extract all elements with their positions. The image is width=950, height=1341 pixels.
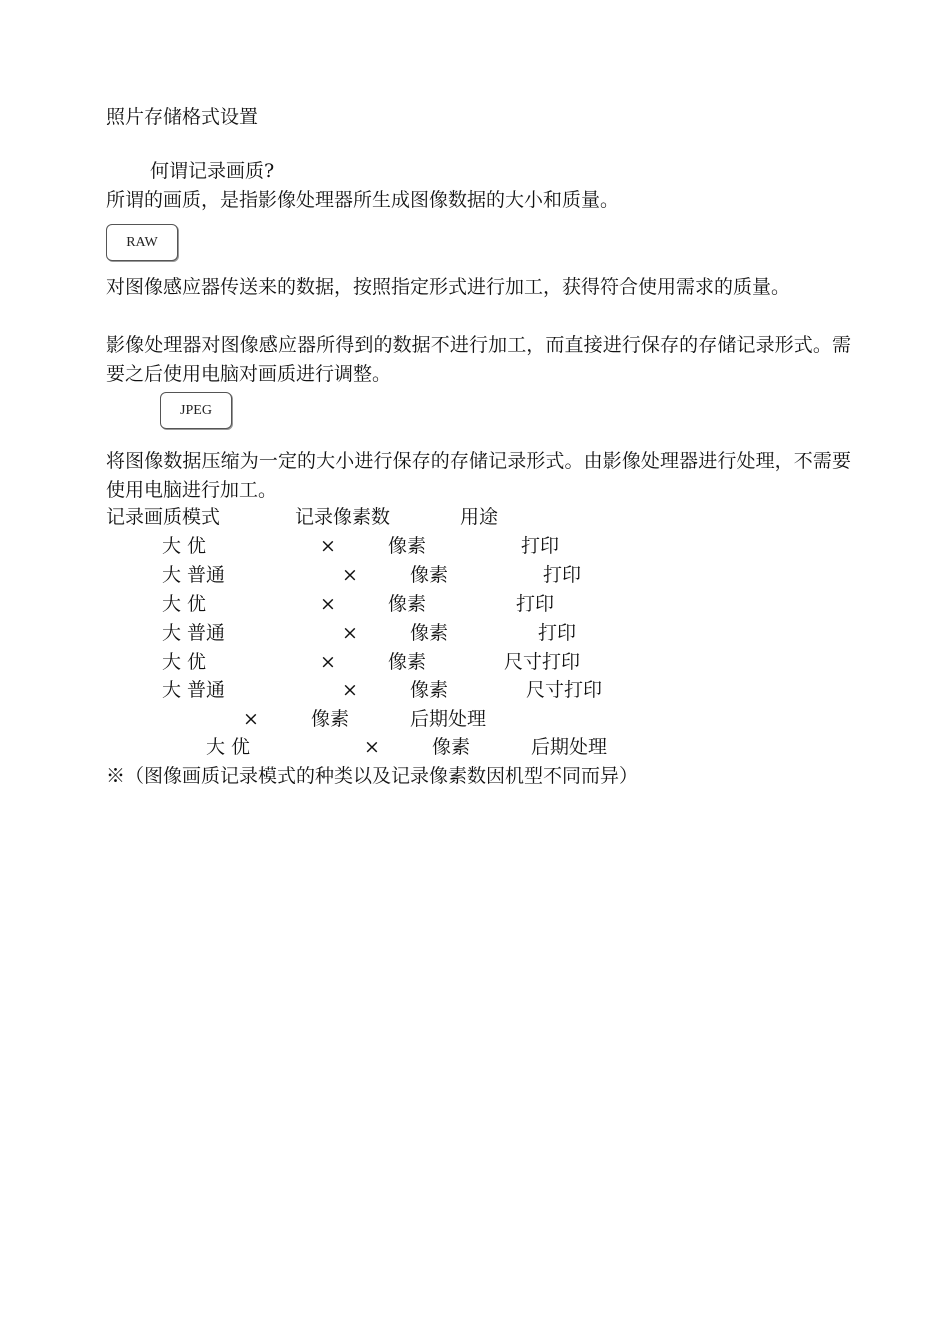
table-header-use: 用途 [460,506,499,528]
table-cell-use: 打印 [516,593,555,615]
jpeg-badge: JPEG [160,392,232,429]
table-cell-times: × [364,736,380,758]
table-cell-times: × [342,622,358,644]
raw-badge: RAW [106,224,178,261]
table-cell-pixels: 像素 [388,651,427,673]
table-cell-use: 打印 [538,622,577,644]
table-cell-use: 打印 [543,564,582,586]
table-cell-pixels: 像素 [410,564,449,586]
page-title: 照片存储格式设置 [106,106,259,128]
table-cell-use: 尺寸打印 [526,679,603,701]
definition-text: 所谓的画质，是指影像处理器所生成图像数据的大小和质量。 [106,189,620,211]
table-cell-mode: 大 优 [162,651,207,673]
jpeg-description: 将图像数据压缩为一定的大小进行保存的存储记录形式。由影像处理器进行处理，不需要使用电脑进行加工。 [106,450,851,501]
table-cell-times: × [243,708,259,730]
table-cell-pixels: 像素 [388,535,427,557]
table-cell-times: × [342,679,358,701]
table-cell-mode: 大 优 [162,535,207,557]
table-cell-times: × [342,564,358,586]
section-question: 何谓记录画质? [150,160,275,182]
raw-description-unprocessed: 影像处理器对图像感应器所得到的数据不进行加工，而直接进行保存的存储记录形式。需要之后使用电脑对画质进行调整。 [106,334,851,385]
table-cell-pixels: 像素 [388,593,427,615]
table-cell-times: × [320,651,336,673]
table-cell-use: 打印 [521,535,560,557]
table-cell-use: 后期处理 [410,708,487,730]
raw-description-processed: 对图像感应器传送来的数据，按照指定形式进行加工，获得符合使用需求的质量。 [106,276,791,298]
table-cell-mode: 大 普通 [162,564,226,586]
table-cell-pixels: 像素 [311,708,350,730]
table-cell-times: × [320,593,336,615]
table-cell-pixels: 像素 [432,736,471,758]
table-cell-use: 后期处理 [531,736,608,758]
table-header-mode: 记录画质模式 [106,506,221,528]
footnote: ※（图像画质记录模式的种类以及记录像素数因机型不同而异） [106,765,639,787]
table-cell-mode: 大 普通 [162,622,226,644]
table-cell-use: 尺寸打印 [504,651,581,673]
table-header-pixels: 记录像素数 [295,506,391,528]
table-cell-mode: 大 优 [162,593,207,615]
table-cell-times: × [320,535,336,557]
table-cell-mode: 大 普通 [162,679,226,701]
table-cell-pixels: 像素 [410,622,449,644]
table-cell-mode: 大 优 [206,736,251,758]
table-cell-pixels: 像素 [410,679,449,701]
